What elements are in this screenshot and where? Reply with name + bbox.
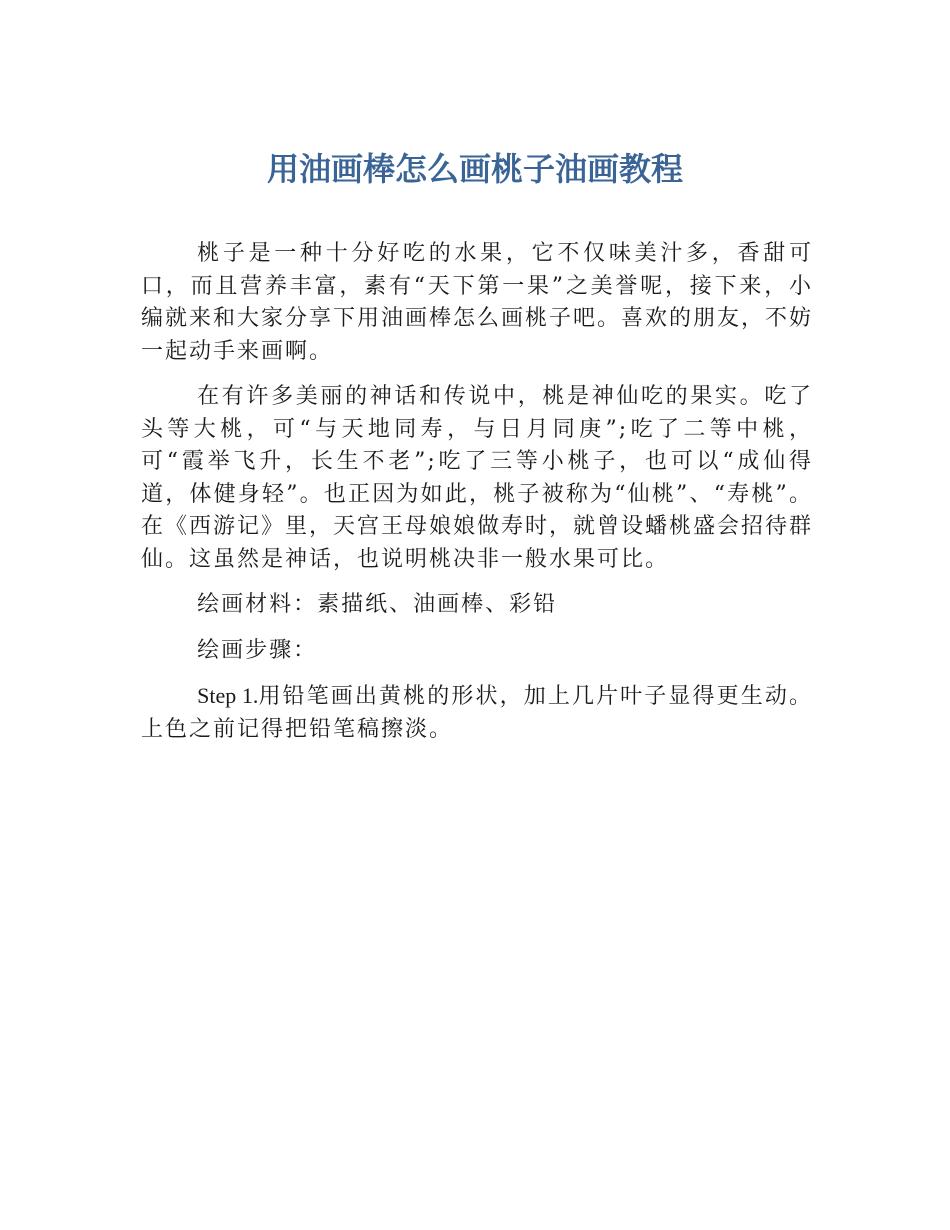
intro-paragraph: 桃子是一种十分好吃的水果，它不仅味美汁多，香甜可口，而且营养丰富，素有“天下第一果”之美誉呢，接下来，小编就来和大家分享下用油画棒怎么画桃子吧。喜欢的朋友，不妨一起动手来画啊。 [141,241,814,364]
document-title: 用油画棒怎么画桃子油画教程 [266,150,683,188]
step-1-text: 用铅笔画出黄桃的形状，加上几片叶子显得更生动。上色之前记得把铅笔稿擦淡。 [141,684,813,742]
document-body [141,238,813,759]
legend-paragraph: 在有许多美丽的神话和传说中，桃是神仙吃的果实。吃了头等大桃，可“与天地同寿，与日月同庚”;吃了二等中桃，可“霞举飞升，长生不老”;吃了三等小桃子，也可以“成仙得道，体健身轻”。也正因为如此，桃子被称为“仙桃”、“寿桃”。在《西游记》里，天宫王母娘娘做寿时，就曾设蟠桃盛会招待群仙。这虽然是神话，也说明桃决非一般水果可比。 [141,384,814,572]
materials-paragraph: 绘画材料：素描纸、油画棒、彩铅 [197,592,558,617]
step-1-label: Step 1. [197,683,259,708]
steps-heading: 绘画步骤： [197,637,318,663]
step-1-paragraph [141,680,813,746]
